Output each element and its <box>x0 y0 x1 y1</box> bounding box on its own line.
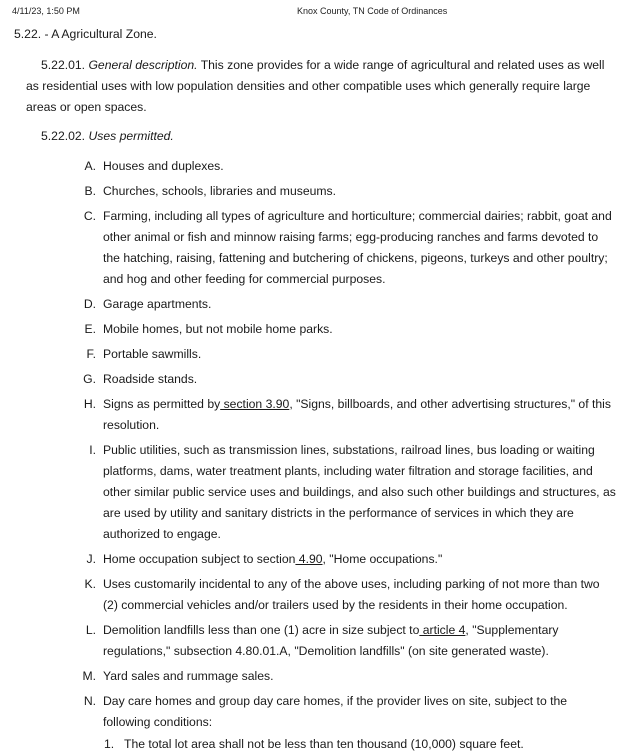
general-description-paragraph <box>26 55 611 118</box>
uses-permitted-item <box>76 691 616 733</box>
day-care-conditions-list <box>104 734 604 755</box>
list-marker: L. <box>85 623 96 637</box>
list-marker: G. <box>83 372 96 386</box>
item-text: Signs as permitted by <box>103 397 221 411</box>
list-marker: M. <box>82 669 96 683</box>
item-text: Uses customarily incidental to any of the above uses, including parking of not more than two (2) commercial vehicles and/or trailers used by the residents in their home occupation. <box>103 577 600 612</box>
uses-permitted-item <box>76 394 616 436</box>
item-text: , "Signs, billboards, and other advertising structures," of this resolution. <box>103 397 611 432</box>
list-marker: E. <box>84 322 96 336</box>
item-text: Portable sawmills. <box>103 347 202 361</box>
uses-permitted-item <box>76 440 616 545</box>
uses-permitted-number: 5.22.02. <box>41 129 86 143</box>
item-text: Demolition landfills less than one (1) acre in size subject to <box>103 623 420 637</box>
item-text: Public utilities, such as transmission lines, substations, railroad lines, bus loading or waiting platforms, dams, water treatment plants, including water filtration and storage facilities, and other similar public service uses and buildings, and also such other buildings and structures, as are used by utility and sanitary districts in the performance of services in which they are authorized to engage. <box>103 443 616 541</box>
uses-permitted-item <box>76 369 616 390</box>
list-marker: F. <box>86 347 96 361</box>
item-text: Mobile homes, but not mobile home parks. <box>103 322 333 336</box>
uses-permitted-item <box>76 294 616 315</box>
list-marker: H. <box>83 397 96 411</box>
day-care-condition-item <box>104 734 604 755</box>
uses-permitted-item <box>76 156 616 177</box>
section-reference-link[interactable]: article 4 <box>419 623 466 637</box>
section-reference-link[interactable]: section 3.90 <box>220 397 290 411</box>
item-text: , "Supplementary regulations," subsection 4.80.01.A, "Demolition landfills" (on site generated waste). <box>103 623 559 658</box>
uses-permitted-item <box>76 181 616 202</box>
uses-permitted-heading-paragraph <box>26 126 611 147</box>
list-marker: D. <box>83 297 96 311</box>
list-marker: N. <box>83 694 96 708</box>
list-marker: 1. <box>104 737 115 751</box>
general-description-number: 5.22.01. <box>41 58 86 72</box>
uses-permitted-item <box>76 319 616 340</box>
item-text: Houses and duplexes. <box>103 159 224 173</box>
uses-permitted-item <box>76 344 616 365</box>
item-text: Yard sales and rummage sales. <box>103 669 274 683</box>
list-marker: J. <box>86 552 96 566</box>
item-text: Home occupation subject to section <box>103 552 296 566</box>
document-page <box>0 26 642 751</box>
print-document-title: Knox County, TN Code of Ordinances <box>297 6 448 16</box>
uses-permitted-heading: Uses permitted. <box>88 129 174 143</box>
item-text: Churches, schools, libraries and museums. <box>103 184 337 198</box>
list-marker: C. <box>83 209 96 223</box>
item-text: The total lot area shall not be less than ten thousand (10,000) square feet. <box>124 737 524 751</box>
list-marker: I. <box>89 443 96 457</box>
uses-permitted-item <box>76 666 616 687</box>
list-marker: B. <box>84 184 96 198</box>
item-text: Garage apartments. <box>103 297 212 311</box>
general-description-heading: General description. <box>88 58 198 72</box>
item-text: , "Home occupations." <box>322 552 443 566</box>
print-timestamp: 4/11/23, 1:50 PM <box>12 6 80 16</box>
item-text: Farming, including all types of agriculture and horticulture; commercial dairies; rabbit, goat and other animal or fish and minnow raising farms; egg-producing ranches and farms devoted to the hatching, raising, fattening and butchering of chickens, pigeons, turkeys and other poultry; and hog and other feeding for commercial purposes. <box>103 209 612 286</box>
uses-permitted-item <box>76 206 616 290</box>
item-text: Roadside stands. <box>103 372 198 386</box>
item-text: Day care homes and group day care homes, if the provider lives on site, subject to the following conditions: <box>103 694 568 729</box>
list-marker: K. <box>84 577 96 591</box>
general-description-text: This zone provides for a wide range of agricultural and related uses as well as residential uses with low population densities and other compatible uses which generally require large areas or open spaces. <box>26 58 605 114</box>
print-header <box>12 6 630 20</box>
uses-permitted-item <box>76 620 616 662</box>
section-title: 5.22. - A Agricultural Zone. <box>14 27 157 41</box>
uses-permitted-list <box>76 156 616 737</box>
uses-permitted-item <box>76 574 616 616</box>
list-marker: A. <box>84 159 96 173</box>
uses-permitted-item <box>76 549 616 570</box>
section-reference-link[interactable]: 4.90 <box>295 552 323 566</box>
